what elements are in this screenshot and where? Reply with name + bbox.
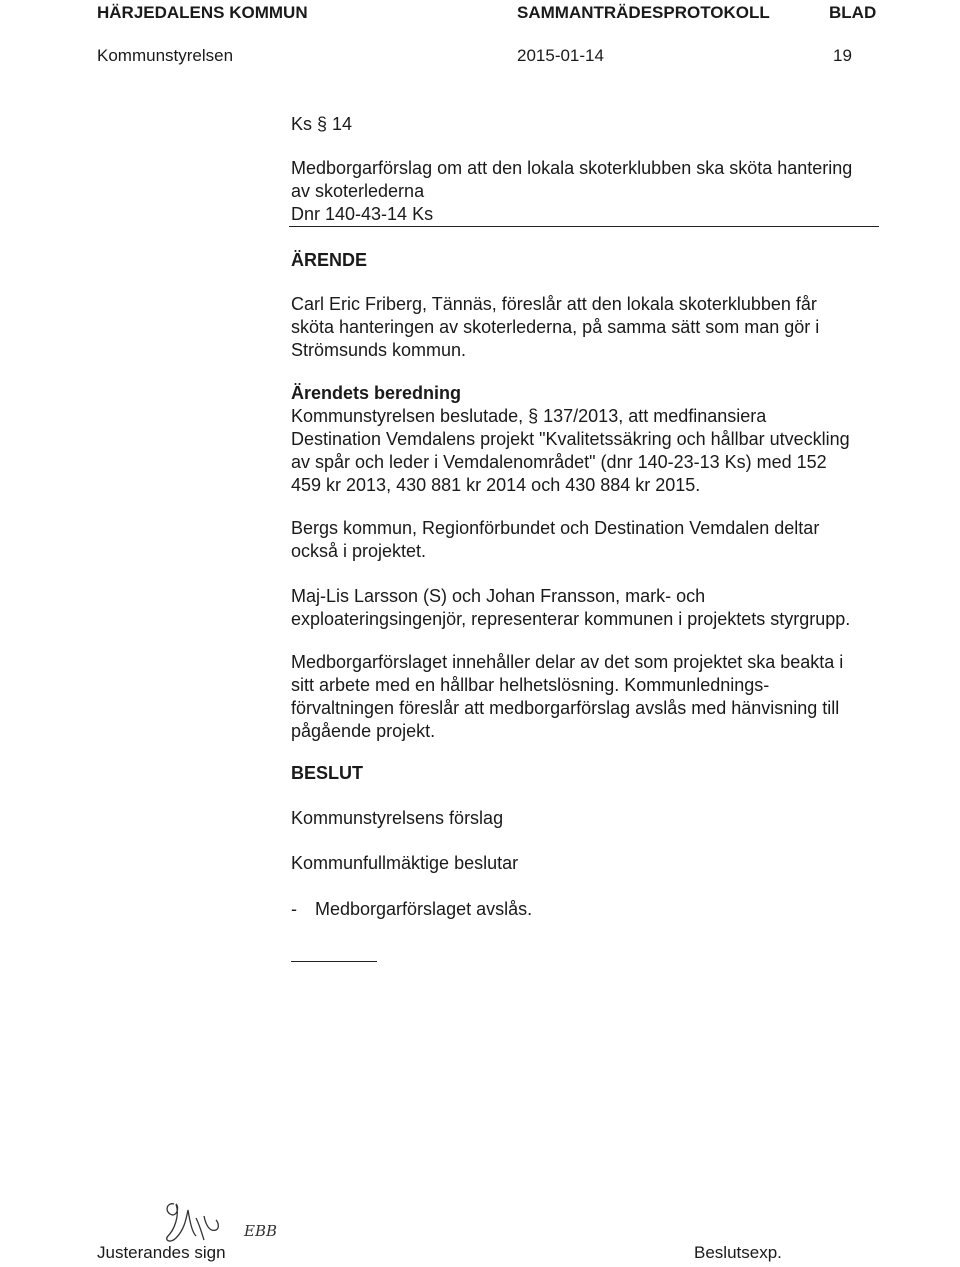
arende-line: sköta hanteringen av skoterlederna, på samma sätt som man gör i [291, 317, 820, 337]
beredning-line: förvaltningen föreslår att medborgarförslag avslås med hänvisning till [291, 698, 840, 718]
meeting-date: 2015-01-14 [517, 46, 604, 65]
case-title-line: Medborgarförslag om att den lokala skoterklubben ska sköta hantering [291, 158, 853, 178]
blad-label: BLAD [829, 3, 877, 22]
section-ref: Ks § 14 [291, 114, 353, 134]
municipality-name: HÄRJEDALENS KOMMUN [97, 3, 308, 22]
document-type: SAMMANTRÄDESPROTOKOLL [517, 3, 770, 22]
initials: EBB [244, 1222, 277, 1240]
case-dnr: Dnr 140-43-14 Ks [291, 204, 434, 224]
title-underline [289, 226, 879, 227]
beredning-line: exploateringsingenjör, representerar kommunen i projektets styrgrupp. [291, 609, 851, 629]
beredning-line: Medborgarförslaget innehåller delar av det som projektet ska beakta i [291, 652, 844, 672]
beredning-line: 459 kr 2013, 430 881 kr 2014 och 430 884 kr 2015. [291, 475, 701, 495]
beslut-decides: Kommunfullmäktige beslutar [291, 853, 519, 873]
beredning-line: Bergs kommun, Regionförbundet och Destination Vemdalen deltar [291, 518, 820, 538]
case-title-line: av skoterlederna [291, 181, 425, 201]
justerandes-sign-label: Justerandes sign [97, 1243, 226, 1262]
arende-line: Carl Eric Friberg, Tännäs, föreslår att den lokala skoterklubben får [291, 294, 817, 314]
beredning-line: pågående projekt. [291, 721, 436, 741]
beslut-heading: BESLUT [291, 763, 363, 783]
beredning-line: Destination Vemdalens projekt "Kvalitetssäkring och hållbar utveckling [291, 429, 850, 449]
beredning-para-1 [291, 405, 891, 497]
beredning-heading: Ärendets beredning [291, 383, 462, 403]
beredning-para-3 [291, 585, 891, 631]
beredning-line: också i projektet. [291, 541, 427, 561]
page-number: 19 [833, 46, 852, 65]
beredning-line: sitt arbete med en hållbar helhetslösning. Kommunlednings- [291, 675, 770, 695]
board-name: Kommunstyrelsen [97, 46, 234, 65]
beslut-item: Medborgarförslaget avslås. [315, 899, 533, 919]
arende-line: Strömsunds kommun. [291, 340, 467, 360]
beredning-para-2 [291, 517, 891, 563]
end-rule [291, 961, 377, 962]
beslutsexp-label: Beslutsexp. [694, 1243, 782, 1262]
beredning-para-4 [291, 651, 891, 743]
arende-heading: ÄRENDE [291, 250, 368, 270]
case-title [291, 157, 891, 226]
arende-text [291, 293, 891, 362]
beredning-line: Maj-Lis Larsson (S) och Johan Fransson, mark- och [291, 586, 706, 606]
beslut-proposal: Kommunstyrelsens förslag [291, 808, 504, 828]
beredning-line: Kommunstyrelsen beslutade, § 137/2013, att medfinansiera [291, 406, 767, 426]
beredning-line: av spår och leder i Vemdalenområdet" (dnr 140-23-13 Ks) med 152 [291, 452, 827, 472]
beslut-item-dash: - [291, 899, 297, 919]
